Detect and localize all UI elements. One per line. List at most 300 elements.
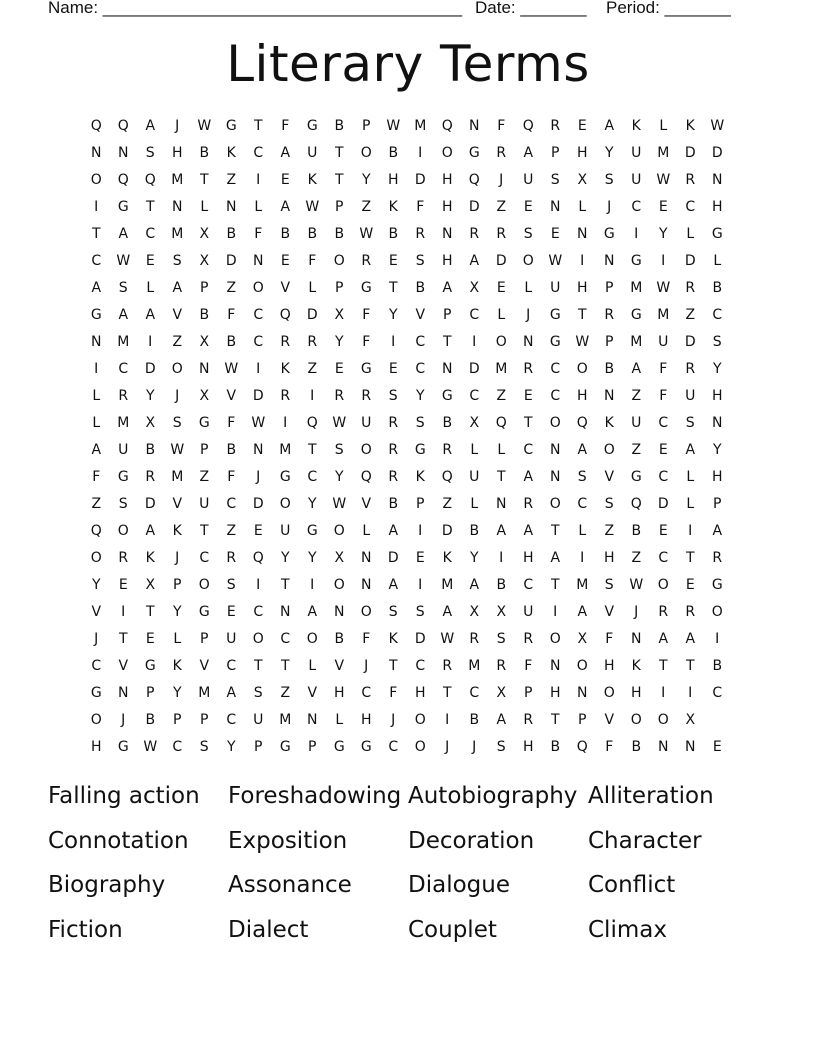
- grid-letter-cell[interactable]: F: [227, 469, 236, 485]
- grid-letter-cell[interactable]: Q: [522, 118, 535, 134]
- grid-letter-cell[interactable]: A: [469, 253, 480, 269]
- grid-letter-cell[interactable]: T: [496, 469, 507, 485]
- grid-letter-cell[interactable]: Q: [117, 118, 130, 134]
- grid-letter-cell[interactable]: C: [712, 307, 723, 323]
- grid-letter-cell[interactable]: R: [658, 604, 669, 620]
- grid-letter-cell[interactable]: G: [306, 118, 319, 134]
- grid-letter-cell[interactable]: C: [658, 469, 669, 485]
- grid-letter-cell[interactable]: T: [307, 442, 318, 458]
- grid-letter-cell[interactable]: O: [549, 496, 562, 512]
- grid-letter-cell[interactable]: F: [362, 307, 371, 323]
- grid-letter-cell[interactable]: Q: [576, 739, 589, 755]
- grid-letter-cell[interactable]: A: [523, 523, 534, 539]
- grid-letter-cell[interactable]: V: [604, 604, 615, 620]
- grid-letter-cell[interactable]: W: [386, 118, 401, 134]
- grid-letter-cell[interactable]: J: [256, 469, 261, 485]
- grid-letter-cell[interactable]: U: [307, 145, 318, 161]
- grid-letter-cell[interactable]: L: [92, 415, 101, 431]
- grid-letter-cell[interactable]: C: [226, 496, 237, 512]
- grid-letter-cell[interactable]: E: [388, 253, 399, 269]
- grid-letter-cell[interactable]: T: [199, 523, 210, 539]
- grid-letter-cell[interactable]: L: [470, 496, 479, 512]
- grid-letter-cell[interactable]: W: [656, 172, 671, 188]
- grid-letter-cell[interactable]: G: [630, 307, 643, 323]
- grid-letter-cell[interactable]: M: [171, 226, 184, 242]
- grid-letter-cell[interactable]: R: [307, 334, 318, 350]
- grid-letter-cell[interactable]: J: [526, 307, 531, 323]
- grid-letter-cell[interactable]: P: [200, 712, 209, 728]
- grid-letter-cell[interactable]: B: [388, 145, 399, 161]
- grid-letter-cell[interactable]: U: [280, 523, 291, 539]
- grid-letter-cell[interactable]: L: [362, 523, 371, 539]
- grid-letter-cell[interactable]: W: [251, 415, 266, 431]
- grid-letter-cell[interactable]: M: [279, 442, 292, 458]
- grid-letter-cell[interactable]: J: [175, 118, 180, 134]
- grid-letter-cell[interactable]: I: [148, 334, 153, 350]
- grid-letter-cell[interactable]: I: [418, 145, 423, 161]
- grid-letter-cell[interactable]: R: [442, 658, 453, 674]
- grid-letter-cell[interactable]: S: [226, 577, 237, 593]
- grid-letter-cell[interactable]: Y: [226, 739, 237, 755]
- grid-letter-cell[interactable]: R: [280, 334, 291, 350]
- grid-letter-cell[interactable]: C: [685, 199, 696, 215]
- grid-letter-cell[interactable]: K: [280, 361, 291, 377]
- grid-letter-cell[interactable]: R: [118, 550, 129, 566]
- grid-letter-cell[interactable]: J: [391, 712, 396, 728]
- grid-letter-cell[interactable]: E: [388, 361, 399, 377]
- grid-letter-cell[interactable]: C: [253, 334, 264, 350]
- grid-letter-cell[interactable]: D: [441, 523, 454, 539]
- grid-letter-cell[interactable]: S: [604, 496, 615, 512]
- grid-letter-cell[interactable]: A: [442, 280, 453, 296]
- grid-letter-cell[interactable]: C: [145, 226, 156, 242]
- grid-letter-cell[interactable]: C: [550, 388, 561, 404]
- grid-letter-cell[interactable]: Z: [199, 469, 210, 485]
- grid-letter-cell[interactable]: G: [333, 739, 346, 755]
- grid-letter-cell[interactable]: N: [361, 550, 372, 566]
- grid-letter-cell[interactable]: D: [144, 496, 157, 512]
- grid-letter-cell[interactable]: W: [305, 199, 320, 215]
- grid-letter-cell[interactable]: A: [469, 577, 480, 593]
- grid-letter-cell[interactable]: F: [497, 118, 506, 134]
- grid-letter-cell[interactable]: H: [603, 658, 616, 674]
- grid-letter-cell[interactable]: H: [576, 388, 589, 404]
- grid-letter-cell[interactable]: I: [688, 685, 693, 701]
- grid-letter-cell[interactable]: Q: [360, 469, 373, 485]
- grid-letter-cell[interactable]: V: [604, 712, 615, 728]
- grid-letter-cell[interactable]: W: [332, 496, 347, 512]
- grid-letter-cell[interactable]: F: [605, 739, 614, 755]
- grid-letter-cell[interactable]: X: [199, 334, 210, 350]
- grid-letter-cell[interactable]: Z: [631, 388, 642, 404]
- grid-letter-cell[interactable]: A: [631, 361, 642, 377]
- grid-letter-cell[interactable]: Y: [388, 307, 399, 323]
- grid-letter-cell[interactable]: I: [688, 523, 693, 539]
- grid-letter-cell[interactable]: R: [361, 253, 372, 269]
- grid-letter-cell[interactable]: N: [712, 172, 723, 188]
- grid-letter-cell[interactable]: B: [334, 118, 345, 134]
- grid-letter-cell[interactable]: B: [226, 442, 237, 458]
- grid-letter-cell[interactable]: G: [117, 199, 130, 215]
- grid-letter-cell[interactable]: Q: [576, 415, 589, 431]
- grid-letter-cell[interactable]: P: [146, 685, 155, 701]
- grid-letter-cell[interactable]: Y: [658, 226, 669, 242]
- grid-letter-cell[interactable]: W: [116, 253, 131, 269]
- grid-letter-cell[interactable]: N: [604, 253, 615, 269]
- grid-letter-cell[interactable]: Q: [495, 415, 508, 431]
- grid-letter-cell[interactable]: A: [118, 307, 129, 323]
- grid-letter-cell[interactable]: B: [226, 334, 237, 350]
- grid-letter-cell[interactable]: X: [199, 388, 210, 404]
- grid-letter-cell[interactable]: E: [658, 199, 669, 215]
- grid-letter-cell[interactable]: O: [333, 577, 346, 593]
- grid-letter-cell[interactable]: T: [550, 577, 561, 593]
- grid-letter-cell[interactable]: P: [524, 685, 533, 701]
- grid-letter-cell[interactable]: B: [226, 226, 237, 242]
- grid-letter-cell[interactable]: O: [603, 685, 616, 701]
- grid-letter-cell[interactable]: B: [415, 280, 426, 296]
- grid-letter-cell[interactable]: C: [253, 145, 264, 161]
- grid-letter-cell[interactable]: P: [443, 307, 452, 323]
- grid-letter-cell[interactable]: P: [605, 280, 614, 296]
- grid-letter-cell[interactable]: K: [145, 550, 156, 566]
- grid-letter-cell[interactable]: W: [629, 577, 644, 593]
- grid-letter-cell[interactable]: W: [710, 118, 725, 134]
- grid-letter-cell[interactable]: Y: [145, 388, 156, 404]
- grid-letter-cell[interactable]: S: [496, 631, 507, 647]
- grid-letter-cell[interactable]: R: [388, 415, 399, 431]
- grid-letter-cell[interactable]: O: [576, 658, 589, 674]
- grid-letter-cell[interactable]: U: [631, 172, 642, 188]
- grid-letter-cell[interactable]: X: [496, 604, 507, 620]
- grid-letter-cell[interactable]: R: [604, 307, 615, 323]
- grid-letter-cell[interactable]: D: [495, 253, 508, 269]
- grid-letter-cell[interactable]: T: [388, 280, 399, 296]
- grid-letter-cell[interactable]: G: [198, 415, 211, 431]
- grid-letter-cell[interactable]: G: [468, 145, 481, 161]
- grid-letter-cell[interactable]: N: [469, 118, 480, 134]
- grid-letter-cell[interactable]: L: [713, 253, 722, 269]
- grid-letter-cell[interactable]: F: [605, 631, 614, 647]
- grid-letter-cell[interactable]: T: [685, 658, 696, 674]
- grid-letter-cell[interactable]: C: [253, 307, 264, 323]
- grid-letter-cell[interactable]: S: [415, 415, 426, 431]
- grid-letter-cell[interactable]: V: [199, 658, 210, 674]
- grid-letter-cell[interactable]: S: [334, 442, 345, 458]
- grid-letter-cell[interactable]: Q: [306, 415, 319, 431]
- grid-letter-cell[interactable]: H: [414, 685, 427, 701]
- grid-letter-cell[interactable]: S: [172, 415, 183, 431]
- grid-letter-cell[interactable]: K: [307, 172, 318, 188]
- grid-letter-cell[interactable]: J: [634, 604, 639, 620]
- grid-letter-cell[interactable]: H: [522, 739, 535, 755]
- grid-letter-cell[interactable]: L: [578, 199, 587, 215]
- grid-letter-cell[interactable]: A: [226, 685, 237, 701]
- grid-letter-cell[interactable]: S: [712, 334, 723, 350]
- grid-letter-cell[interactable]: C: [307, 469, 318, 485]
- grid-letter-cell[interactable]: I: [580, 550, 585, 566]
- grid-letter-cell[interactable]: N: [334, 604, 345, 620]
- grid-letter-cell[interactable]: A: [145, 523, 156, 539]
- grid-letter-cell[interactable]: R: [496, 226, 507, 242]
- grid-letter-cell[interactable]: L: [686, 226, 695, 242]
- grid-letter-cell[interactable]: R: [523, 361, 534, 377]
- grid-letter-cell[interactable]: L: [524, 280, 533, 296]
- grid-letter-cell[interactable]: Y: [712, 361, 723, 377]
- grid-letter-cell[interactable]: M: [117, 415, 130, 431]
- grid-letter-cell[interactable]: Y: [361, 172, 372, 188]
- grid-letter-cell[interactable]: A: [550, 550, 561, 566]
- grid-letter-cell[interactable]: M: [441, 577, 454, 593]
- grid-letter-cell[interactable]: Z: [631, 550, 642, 566]
- grid-letter-cell[interactable]: X: [685, 712, 696, 728]
- grid-letter-cell[interactable]: X: [496, 685, 507, 701]
- grid-letter-cell[interactable]: T: [550, 712, 561, 728]
- grid-letter-cell[interactable]: A: [658, 631, 669, 647]
- grid-letter-cell[interactable]: I: [661, 685, 666, 701]
- grid-letter-cell[interactable]: B: [631, 739, 642, 755]
- grid-letter-cell[interactable]: C: [118, 361, 129, 377]
- grid-letter-cell[interactable]: L: [146, 280, 155, 296]
- grid-letter-cell[interactable]: B: [496, 577, 507, 593]
- grid-letter-cell[interactable]: E: [712, 739, 723, 755]
- grid-letter-cell[interactable]: B: [145, 442, 156, 458]
- grid-letter-cell[interactable]: B: [199, 145, 210, 161]
- grid-letter-cell[interactable]: M: [171, 469, 184, 485]
- grid-letter-cell[interactable]: N: [550, 469, 561, 485]
- grid-letter-cell[interactable]: D: [711, 145, 724, 161]
- grid-letter-cell[interactable]: S: [577, 469, 588, 485]
- grid-letter-cell[interactable]: X: [577, 172, 588, 188]
- grid-letter-cell[interactable]: S: [118, 280, 129, 296]
- grid-letter-cell[interactable]: Z: [442, 496, 453, 512]
- grid-letter-cell[interactable]: X: [469, 280, 480, 296]
- grid-letter-cell[interactable]: R: [685, 280, 696, 296]
- grid-letter-cell[interactable]: O: [522, 253, 535, 269]
- grid-letter-cell[interactable]: T: [523, 415, 534, 431]
- grid-letter-cell[interactable]: H: [711, 469, 724, 485]
- grid-letter-cell[interactable]: R: [334, 388, 345, 404]
- grid-letter-cell[interactable]: M: [495, 361, 508, 377]
- grid-letter-cell[interactable]: C: [388, 739, 399, 755]
- grid-letter-cell[interactable]: C: [577, 496, 588, 512]
- grid-letter-cell[interactable]: Z: [91, 496, 102, 512]
- grid-letter-cell[interactable]: M: [576, 577, 589, 593]
- grid-letter-cell[interactable]: O: [333, 523, 346, 539]
- grid-letter-cell[interactable]: K: [226, 145, 237, 161]
- grid-letter-cell[interactable]: C: [523, 442, 534, 458]
- grid-letter-cell[interactable]: H: [603, 550, 616, 566]
- grid-letter-cell[interactable]: I: [94, 361, 99, 377]
- grid-letter-cell[interactable]: L: [497, 442, 506, 458]
- grid-letter-cell[interactable]: O: [495, 334, 508, 350]
- grid-letter-cell[interactable]: T: [253, 118, 264, 134]
- grid-letter-cell[interactable]: N: [91, 145, 102, 161]
- grid-letter-cell[interactable]: Z: [226, 280, 237, 296]
- grid-letter-cell[interactable]: N: [577, 226, 588, 242]
- name-field[interactable]: Name: ______________________________________: [48, 0, 463, 17]
- grid-letter-cell[interactable]: Q: [90, 118, 103, 134]
- grid-letter-cell[interactable]: V: [361, 496, 372, 512]
- grid-letter-cell[interactable]: C: [91, 658, 102, 674]
- grid-letter-cell[interactable]: F: [362, 631, 371, 647]
- grid-letter-cell[interactable]: A: [523, 469, 534, 485]
- grid-letter-cell[interactable]: C: [361, 685, 372, 701]
- grid-letter-cell[interactable]: R: [496, 658, 507, 674]
- grid-letter-cell[interactable]: Z: [496, 388, 507, 404]
- grid-letter-cell[interactable]: X: [199, 226, 210, 242]
- grid-letter-cell[interactable]: I: [256, 172, 261, 188]
- grid-letter-cell[interactable]: U: [631, 415, 642, 431]
- grid-letter-cell[interactable]: Y: [91, 577, 102, 593]
- grid-letter-cell[interactable]: F: [659, 361, 668, 377]
- grid-letter-cell[interactable]: G: [90, 685, 103, 701]
- grid-letter-cell[interactable]: A: [496, 712, 507, 728]
- grid-letter-cell[interactable]: Z: [685, 307, 696, 323]
- grid-letter-cell[interactable]: L: [308, 658, 317, 674]
- grid-letter-cell[interactable]: P: [551, 145, 560, 161]
- grid-letter-cell[interactable]: N: [91, 334, 102, 350]
- grid-letter-cell[interactable]: N: [253, 253, 264, 269]
- grid-letter-cell[interactable]: N: [496, 496, 507, 512]
- grid-letter-cell[interactable]: O: [90, 172, 103, 188]
- grid-letter-cell[interactable]: P: [200, 280, 209, 296]
- grid-letter-cell[interactable]: R: [523, 631, 534, 647]
- grid-letter-cell[interactable]: Y: [307, 496, 318, 512]
- grid-letter-cell[interactable]: C: [226, 658, 237, 674]
- grid-letter-cell[interactable]: E: [253, 523, 264, 539]
- grid-letter-cell[interactable]: S: [388, 604, 399, 620]
- grid-letter-cell[interactable]: N: [631, 631, 642, 647]
- grid-letter-cell[interactable]: B: [145, 712, 156, 728]
- grid-letter-cell[interactable]: S: [685, 415, 696, 431]
- grid-letter-cell[interactable]: O: [360, 604, 373, 620]
- grid-letter-cell[interactable]: R: [280, 388, 291, 404]
- grid-letter-cell[interactable]: M: [630, 334, 643, 350]
- grid-letter-cell[interactable]: P: [200, 631, 209, 647]
- grid-letter-cell[interactable]: C: [415, 361, 426, 377]
- grid-letter-cell[interactable]: E: [280, 253, 291, 269]
- grid-letter-cell[interactable]: H: [387, 172, 400, 188]
- grid-letter-cell[interactable]: G: [711, 577, 724, 593]
- grid-letter-cell[interactable]: O: [414, 712, 427, 728]
- grid-letter-cell[interactable]: I: [256, 361, 261, 377]
- grid-letter-cell[interactable]: M: [198, 685, 211, 701]
- grid-letter-cell[interactable]: L: [254, 199, 263, 215]
- grid-letter-cell[interactable]: E: [523, 388, 534, 404]
- grid-letter-cell[interactable]: U: [118, 442, 129, 458]
- grid-letter-cell[interactable]: V: [118, 658, 129, 674]
- grid-letter-cell[interactable]: D: [306, 307, 319, 323]
- grid-letter-cell[interactable]: X: [469, 604, 480, 620]
- grid-letter-cell[interactable]: F: [281, 118, 290, 134]
- grid-letter-cell[interactable]: C: [253, 604, 264, 620]
- grid-letter-cell[interactable]: Q: [630, 496, 643, 512]
- grid-letter-cell[interactable]: N: [361, 577, 372, 593]
- grid-letter-cell[interactable]: Y: [604, 145, 615, 161]
- grid-letter-cell[interactable]: T: [685, 550, 696, 566]
- grid-letter-cell[interactable]: I: [256, 577, 261, 593]
- grid-letter-cell[interactable]: D: [144, 361, 157, 377]
- grid-letter-cell[interactable]: C: [415, 658, 426, 674]
- grid-letter-cell[interactable]: B: [712, 658, 723, 674]
- grid-letter-cell[interactable]: J: [499, 172, 504, 188]
- grid-letter-cell[interactable]: N: [550, 199, 561, 215]
- grid-letter-cell[interactable]: K: [388, 199, 399, 215]
- grid-letter-cell[interactable]: C: [415, 334, 426, 350]
- grid-letter-cell[interactable]: D: [684, 253, 697, 269]
- grid-letter-cell[interactable]: A: [496, 523, 507, 539]
- grid-letter-cell[interactable]: W: [332, 415, 347, 431]
- grid-letter-cell[interactable]: A: [280, 199, 291, 215]
- grid-letter-cell[interactable]: B: [199, 307, 210, 323]
- grid-letter-cell[interactable]: R: [118, 388, 129, 404]
- grid-letter-cell[interactable]: A: [685, 631, 696, 647]
- grid-letter-cell[interactable]: W: [575, 334, 590, 350]
- grid-letter-cell[interactable]: X: [334, 550, 345, 566]
- grid-letter-cell[interactable]: N: [280, 604, 291, 620]
- grid-letter-cell[interactable]: P: [362, 118, 371, 134]
- grid-letter-cell[interactable]: K: [631, 118, 642, 134]
- grid-letter-cell[interactable]: B: [469, 523, 480, 539]
- grid-letter-cell[interactable]: B: [442, 415, 453, 431]
- grid-letter-cell[interactable]: U: [523, 172, 534, 188]
- grid-letter-cell[interactable]: A: [577, 442, 588, 458]
- grid-letter-cell[interactable]: J: [175, 550, 180, 566]
- grid-letter-cell[interactable]: G: [90, 307, 103, 323]
- grid-letter-cell[interactable]: W: [548, 253, 563, 269]
- grid-letter-cell[interactable]: E: [145, 253, 156, 269]
- grid-letter-cell[interactable]: W: [224, 361, 239, 377]
- grid-letter-cell[interactable]: M: [171, 172, 184, 188]
- grid-letter-cell[interactable]: T: [280, 658, 291, 674]
- grid-letter-cell[interactable]: Q: [468, 172, 481, 188]
- grid-letter-cell[interactable]: L: [686, 469, 695, 485]
- grid-letter-cell[interactable]: I: [580, 253, 585, 269]
- grid-letter-cell[interactable]: V: [307, 685, 318, 701]
- grid-letter-cell[interactable]: U: [361, 415, 372, 431]
- grid-letter-cell[interactable]: B: [469, 712, 480, 728]
- grid-letter-cell[interactable]: T: [253, 658, 264, 674]
- grid-letter-cell[interactable]: C: [712, 685, 723, 701]
- grid-letter-cell[interactable]: X: [145, 415, 156, 431]
- grid-letter-cell[interactable]: O: [252, 631, 265, 647]
- grid-letter-cell[interactable]: U: [469, 469, 480, 485]
- grid-letter-cell[interactable]: O: [279, 496, 292, 512]
- grid-letter-cell[interactable]: R: [388, 469, 399, 485]
- grid-letter-cell[interactable]: O: [90, 550, 103, 566]
- grid-letter-cell[interactable]: S: [604, 172, 615, 188]
- grid-letter-cell[interactable]: E: [280, 172, 291, 188]
- grid-letter-cell[interactable]: G: [117, 469, 130, 485]
- grid-letter-cell[interactable]: R: [523, 712, 534, 728]
- grid-letter-cell[interactable]: A: [91, 442, 102, 458]
- grid-letter-cell[interactable]: K: [172, 523, 183, 539]
- grid-letter-cell[interactable]: F: [227, 415, 236, 431]
- grid-letter-cell[interactable]: H: [630, 685, 643, 701]
- grid-letter-cell[interactable]: N: [118, 685, 129, 701]
- grid-letter-cell[interactable]: R: [523, 496, 534, 512]
- grid-letter-cell[interactable]: S: [199, 739, 210, 755]
- grid-letter-cell[interactable]: M: [117, 334, 130, 350]
- grid-letter-cell[interactable]: T: [334, 145, 345, 161]
- grid-letter-cell[interactable]: D: [414, 631, 427, 647]
- grid-letter-cell[interactable]: A: [604, 118, 615, 134]
- grid-letter-cell[interactable]: K: [604, 415, 615, 431]
- grid-letter-cell[interactable]: O: [171, 361, 184, 377]
- grid-letter-cell[interactable]: K: [388, 631, 399, 647]
- grid-letter-cell[interactable]: E: [658, 523, 669, 539]
